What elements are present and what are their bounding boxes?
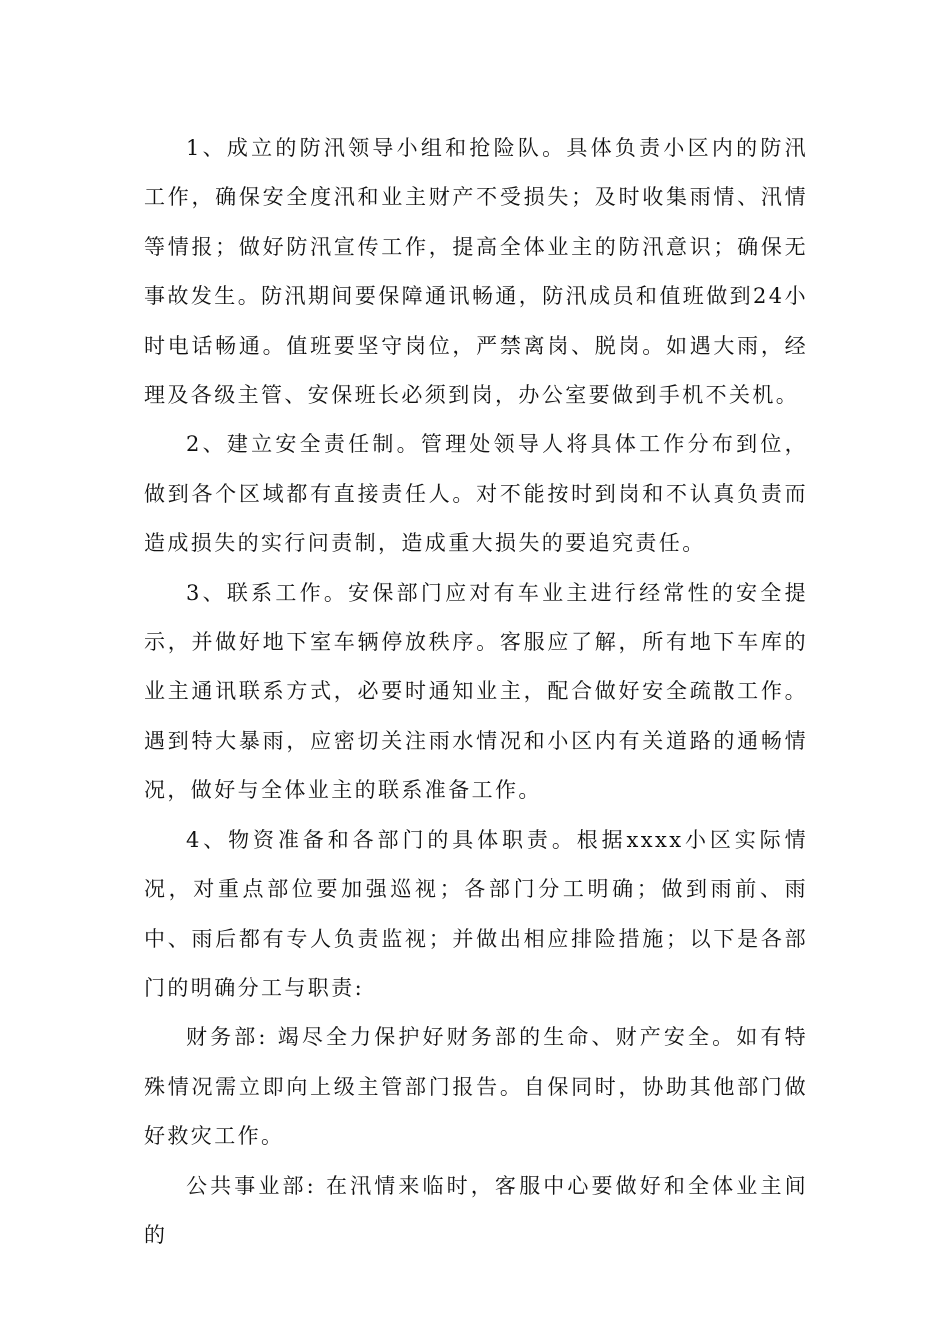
paragraph-responsibility-system: 2、建立安全责任制。管理处领导人将具体工作分布到位，做到各个区域都有直接责任人。对不能按时到岗和不认真负责而造成损失的实行问责制，造成重大损失的要追究责任。 — [144, 432, 808, 556]
paragraph-flood-team: 1、成立的防汛领导小组和抢险队。具体负责小区内的防汛工作，确保安全度汛和业主财产不受损失；及时收集雨情、汛情等情报；做好防汛宣传工作，提高全体业主的防汛意识；确保无事故发生。防汛期间要保障通讯畅通，防汛成员和值班做到24小时电话畅通。值班要坚守岗位，严禁离岗、脱岗。如遇大雨，经理及各级主管、安保班长必须到岗，办公室要做到手机不关机。 — [144, 136, 808, 408]
paragraph-public-affairs-department: 公共事业部: 在汛情来临时，客服中心要做好和全体业主间的 — [144, 1173, 808, 1247]
paragraph-contact-work: 3、联系工作。安保部门应对有车业主进行经常性的安全提示，并做好地下室车辆停放秩序。客服应了解，所有地下车库的业主通讯联系方式，必要时通知业主，配合做好安全疏散工作。遇到特大暴雨，应密切关注雨水情况和小区内有关道路的通畅情况，做好与全体业主的联系准备工作。 — [144, 580, 808, 803]
document-body — [144, 124, 808, 1260]
paragraph-material-preparation: 4、物资准备和各部门的具体职责。根据xxxx小区实际情况，对重点部位要加强巡视；各部门分工明确；做到雨前、雨中、雨后都有专人负责监视；并做出相应排险措施；以下是各部门的明确分工与职责: — [144, 827, 808, 1000]
paragraph-finance-department: 财务部: 竭尽全力保护好财务部的生命、财产安全。如有特殊情况需立即向上级主管部门报告。自保同时，协助其他部门做好救灾工作。 — [144, 1025, 808, 1149]
